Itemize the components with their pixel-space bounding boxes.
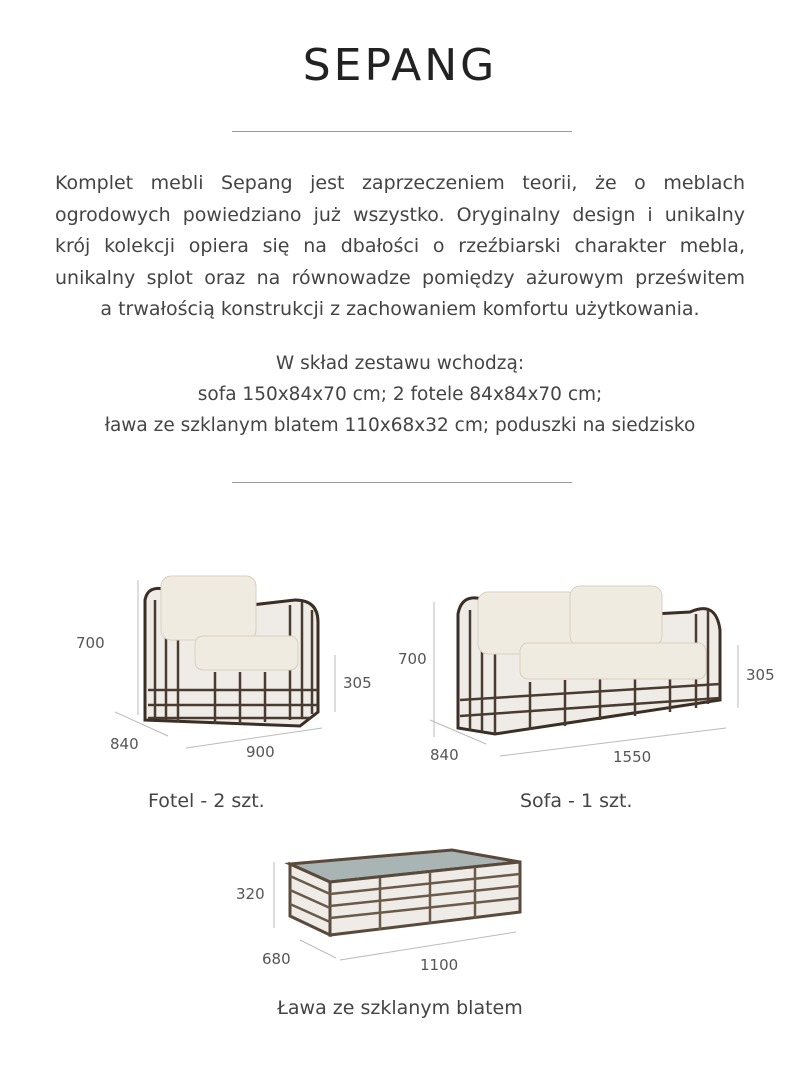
table-image <box>274 850 520 960</box>
armchair-depth-label: 840 <box>110 735 139 753</box>
page-title: SEPANG <box>302 40 498 91</box>
description-line: a trwałością konstrukcji z zachowaniem komfortu użytkowania. <box>100 298 700 320</box>
armchair-width-label: 900 <box>246 743 275 761</box>
composition-line: ława ze szklanym blatem 110x68x32 cm; poduszki na siedzisko <box>104 415 696 436</box>
sofa-seat-height-label: 305 <box>746 666 775 684</box>
armchair-height-label: 700 <box>76 634 105 652</box>
composition-heading: W skład zestawu wchodzą: <box>275 353 525 374</box>
sofa-image <box>430 586 738 756</box>
composition-line: sofa 150x84x70 cm; 2 fotele 84x84x70 cm; <box>197 384 603 405</box>
table-height-label: 320 <box>236 885 265 903</box>
sofa-depth-label: 840 <box>430 746 459 764</box>
table-width-label: 1100 <box>420 956 459 974</box>
description-line: krój kolekcji opiera się na dbałości o rzeźbiarski charakter mebla, <box>55 235 745 257</box>
sofa-caption: Sofa - 1 szt. <box>520 790 633 812</box>
armchair-image <box>115 576 335 748</box>
description-line: Komplet mebli Sepang jest zaprzeczeniem teorii, że o meblach <box>55 172 745 194</box>
description-line: ogrodowych powiedziano już wszystko. Oryginalny design i unikalny <box>55 203 745 226</box>
table-caption: Ława ze szklanym blatem <box>277 997 523 1019</box>
description-line: unikalny splot oraz na równowadze pomiędzy ażurowym prześwitem <box>55 266 745 289</box>
armchair-seat-height-label: 305 <box>343 674 372 692</box>
table-depth-label: 680 <box>262 950 291 968</box>
armchair-caption: Fotel - 2 szt. <box>148 790 265 812</box>
sofa-width-label: 1550 <box>613 748 652 766</box>
sofa-height-label: 700 <box>398 650 427 668</box>
